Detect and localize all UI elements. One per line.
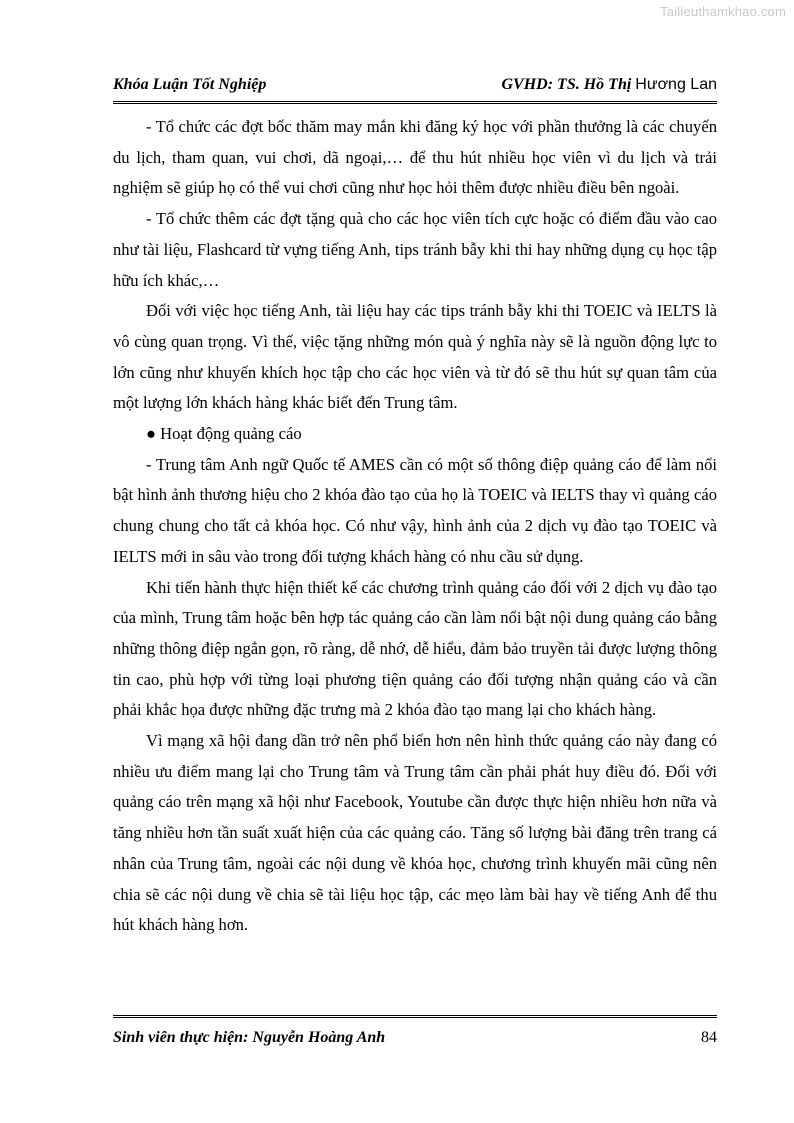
- paragraph: Vì mạng xã hội đang dần trở nên phổ biến hơn nên hình thức quảng cáo này đang có nhiều ưu điểm mang lại cho Trung tâm và Trung tâm cần phải phát huy điều đó. Đối với quảng cáo trên mạng xã hội như Facebook, Youtube cần được thực hiện nhiều hơn nữa và tăng nhiều hơn tần suất xuất hiện của các quảng cáo. Tăng số lượng bài đăng trên trang cá nhân của Trung tâm, ngoài các nội dung về khóa học, chương trình khuyến mãi cũng nên chia sẽ các nội dung về chia sẽ tài liệu học tập, các mẹo làm bài hay về tiếng Anh để thu hút khách hàng hơn.: [113, 731, 717, 935]
- header-rule: [113, 101, 717, 104]
- section-heading: ● Hoạt động quảng cáo: [146, 424, 302, 444]
- paragraph: - Tổ chức thêm các đợt tặng quà cho các học viên tích cực hoặc có điểm đầu vào cao như tài liệu, Flashcard từ vựng tiếng Anh, tips tránh bẫy khi thi hay những dụng cụ học tập hữu ích khác,…: [113, 209, 717, 290]
- paragraph: Khi tiến hành thực hiện thiết kế các chương trình quảng cáo đối với 2 dịch vụ đào tạo của mình, Trung tâm hoặc bên hợp tác quảng cáo cần làm nổi bật nội dung quảng cáo bằng những thông điệp ngắn gọn, rõ ràng, dễ nhớ, dễ hiểu, đảm bảo truyền tải được lượng thông tin cao, phù hợp với từng loại phương tiện quảng cáo đối tượng nhận quảng cáo và cần phải khắc họa được những đặc trưng mà 2 khóa đào tạo mang lại cho khách hàng.: [113, 577, 717, 720]
- page-footer: [113, 1029, 717, 1047]
- header-title: Khóa Luận Tốt Nghiệp: [113, 76, 267, 93]
- watermark: Tailieuthamkhao.com: [660, 4, 786, 19]
- footer-student: Sinh viên thực hiện: Nguyễn Hoàng Anh: [113, 1029, 386, 1046]
- header-advisor-name: Hương Lan: [635, 76, 717, 93]
- footer-rule: [113, 1015, 717, 1018]
- header-advisor: [502, 76, 718, 94]
- paragraph: Đối với việc học tiếng Anh, tài liệu hay các tips tránh bẫy khi thi TOEIC và IELTS là vô cùng quan trọng. Vì thế, việc tặng những món quà ý nghĩa này sẽ là nguồn động lực to lớn cũng như khuyến khích học tập cho các học viên và từ đó sẽ thu hút sự quan tâm của một lượng lớn khách hàng khác biết đến Trung tâm.: [113, 301, 717, 413]
- page-number: 84: [701, 1029, 717, 1046]
- paragraph: - Tổ chức các đợt bốc thăm may mắn khi đăng ký học với phần thưởng là các chuyến du lịch, tham quan, vui chơi, dã ngoại,… để thu hút nhiều học viên vì du lịch và trải nghiệm sẽ giúp họ có thể vui chơi cũng như học hỏi thêm được nhiều điều bên ngoài.: [113, 117, 717, 198]
- page-header: [113, 76, 717, 94]
- header-advisor-prefix: GVHD: TS. Hồ Thị: [501, 76, 632, 93]
- paragraph: - Trung tâm Anh ngữ Quốc tế AMES cần có một số thông điệp quảng cáo để làm nổi bật hình ảnh thương hiệu cho 2 khóa đào tạo của họ là TOEIC và IELTS thay vì quảng cáo chung chung cho tất cả khóa học. Có như vậy, hình ảnh của 2 dịch vụ đào tạo TOEIC và IELTS mới in sâu vào trong đối tượng khách hàng có nhu cầu sử dụng.: [113, 454, 717, 566]
- page-body: [113, 112, 717, 941]
